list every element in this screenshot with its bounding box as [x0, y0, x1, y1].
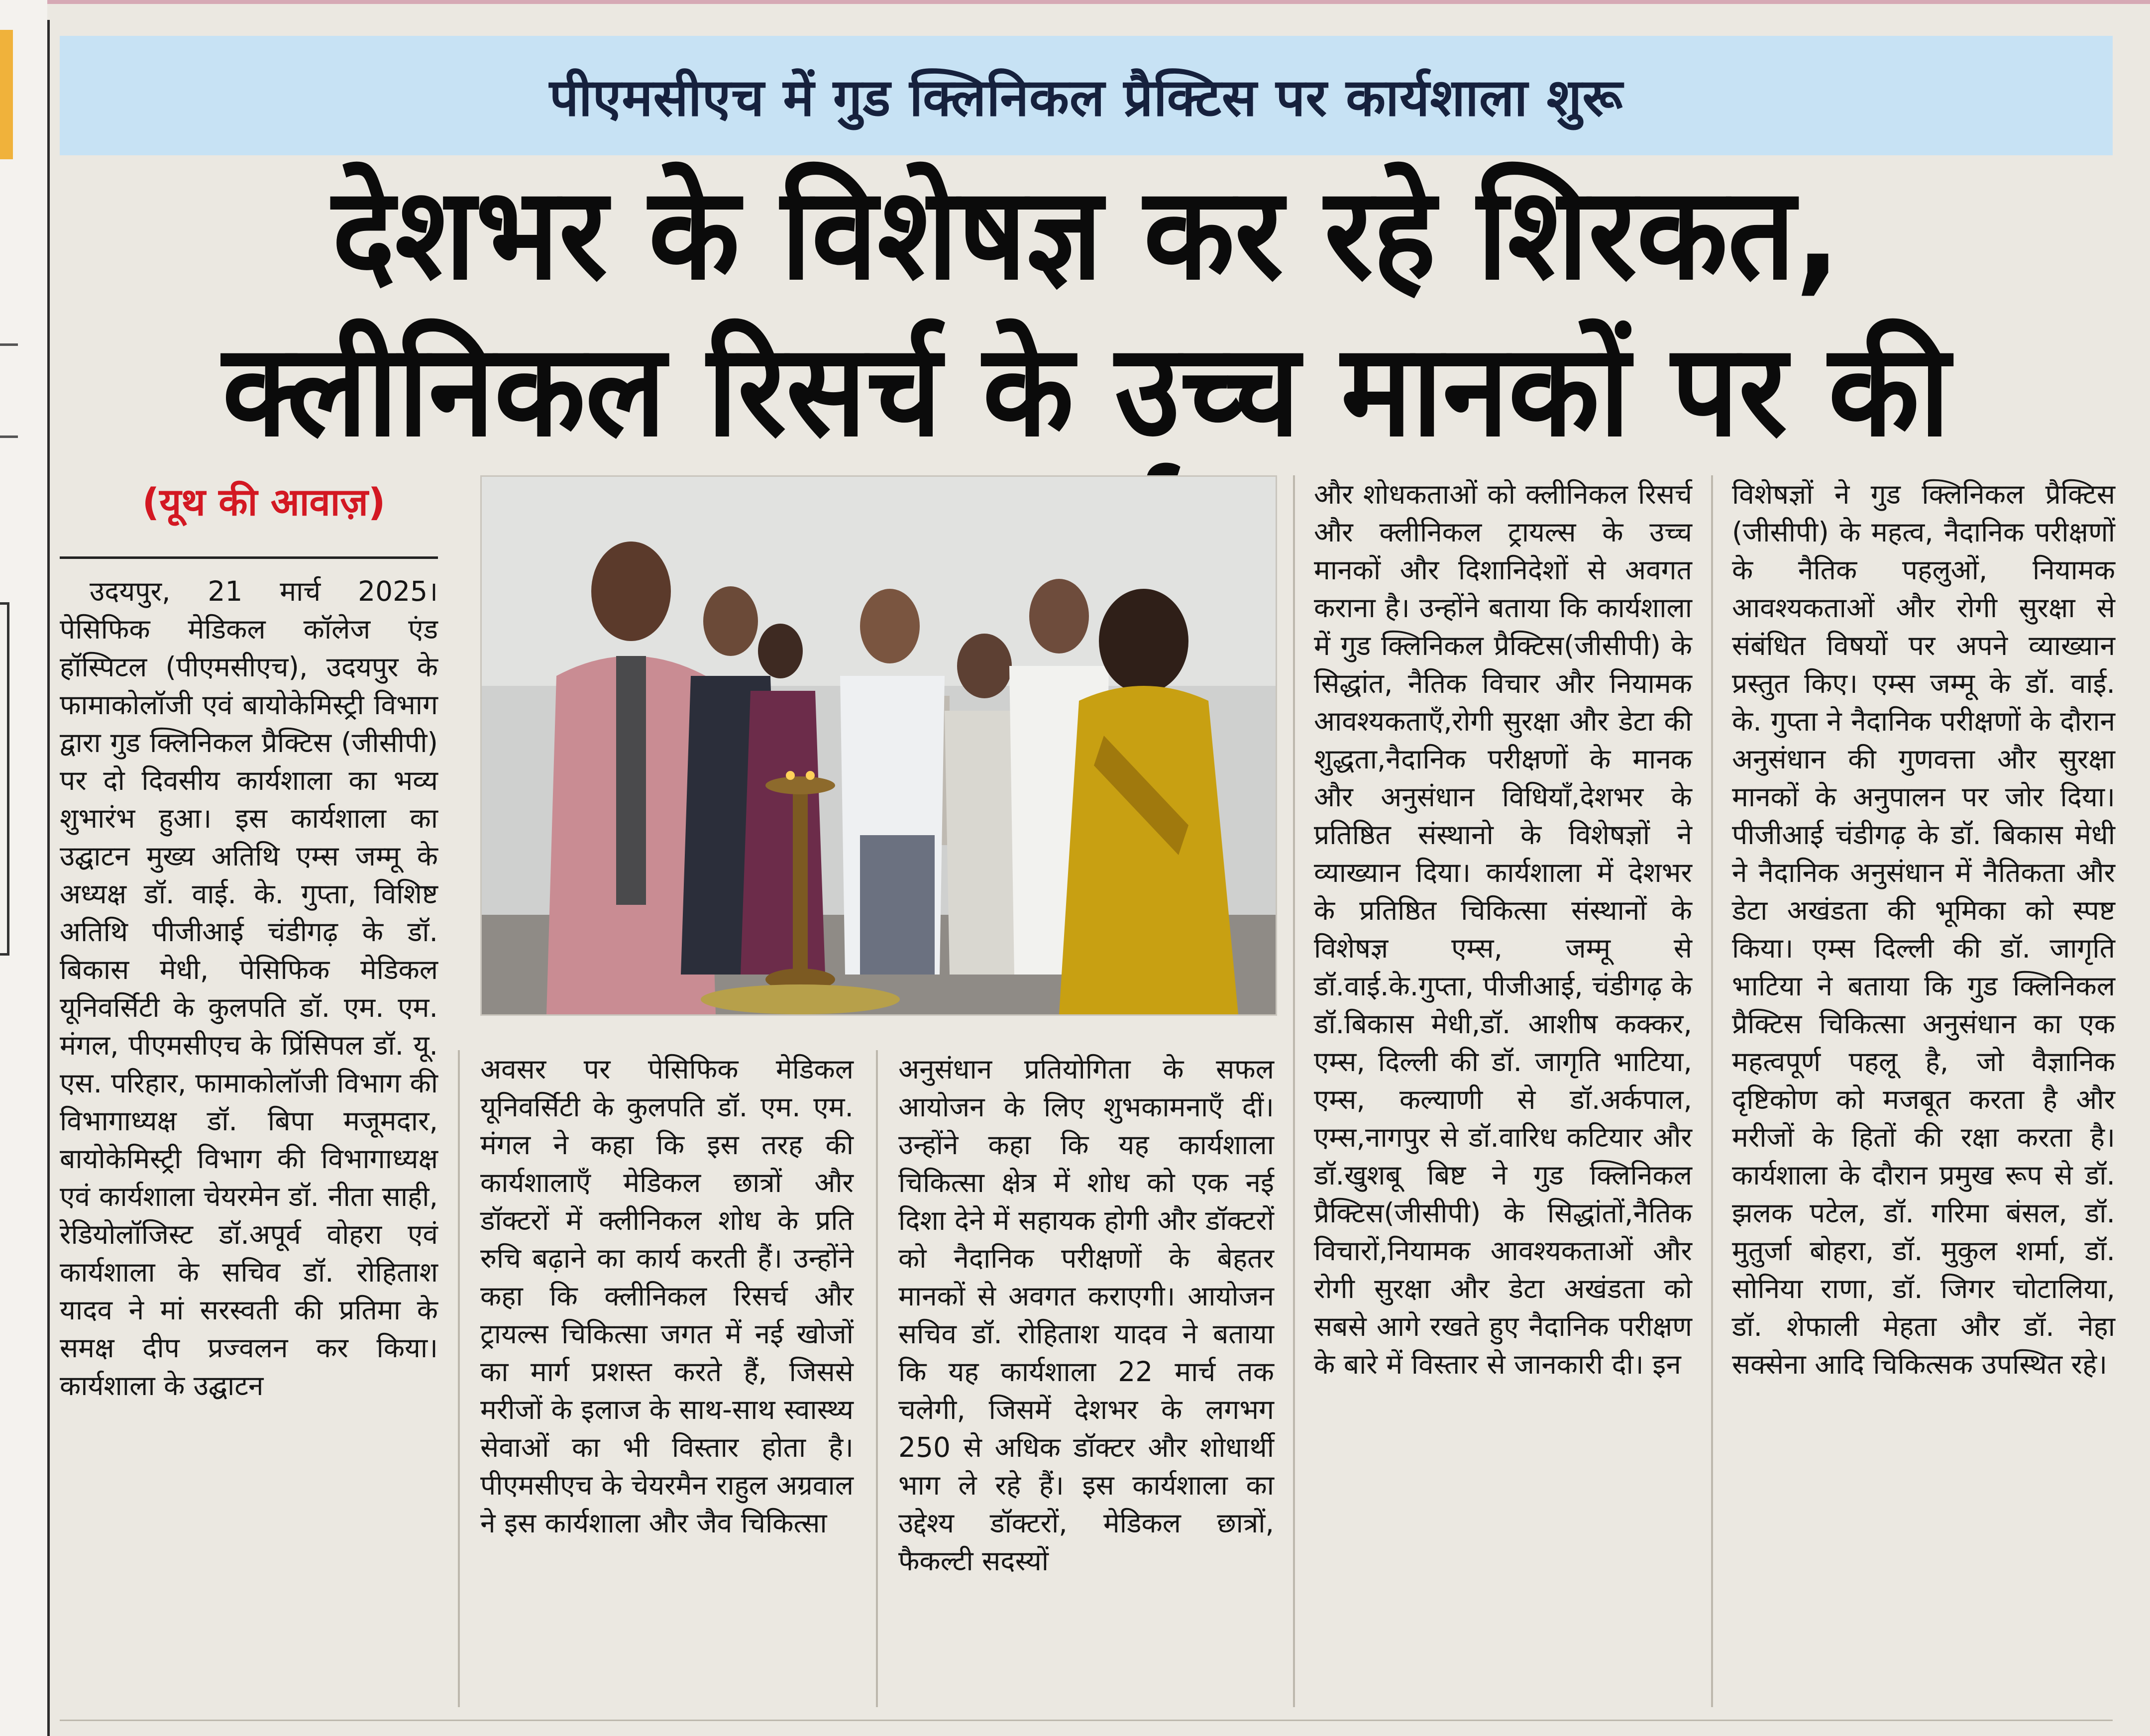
column-1-text: उदयपुर, 21 मार्च 2025। पेसिफिक मेडिकल कॉलेज एंड हॉस्पिटल (पीएमसीएच), उदयपुर के फामाकोलॉजी एवं बायोकेमिस्ट्री विभाग द्वारा गुड क्लिनिकल प्रैक्टिस (जीसीपी) पर दो दिवसीय कार्यशाला का भव्य शुभारंभ हुआ। इस कार्यशाला का उद्घाटन मुख्य अतिथि एम्स जम्मू के अध्यक्ष डॉ. वाई. के. गुप्ता, विशिष्ट अतिथि पीजीआई चंडीगढ़ के डॉ. बिकास मेधी, पेसिफिक मेडिकल यूनिवर्सिटी के कुलपति डॉ. एम. एम. मंगल, पीएमसीएच के प्रिंसिपल डॉ. यू. एस. परिहार, फामाकोलॉजी विभाग की विभागाध्यक्ष डॉ. बिपा मजूमदार, बायोकेमिस्ट्री विभाग की विभागाध्यक्ष एवं कार्यशाला चेयरमेन डॉ. नीता साही, रेडियोलॉजिस्ट डॉ.अपूर्व वोहरा एवं कार्यशाला के सचिव डॉ. रोहिताश यादव ने मां सरस्वती की प्रतिमा के समक्ष दीप प्रज्वलन कर किया। कार्यशाला के उद्घाटन: [60, 575, 438, 1402]
headline-line-2: क्लीनिकल रिसर्च के उच्च मानकों पर की: [222, 317, 1950, 465]
article-column-2: [480, 1050, 854, 1542]
bottom-rule: [60, 1720, 2113, 1721]
headline-line-1: देशभर के विशेषज्ञ कर रहे शिरकत,: [332, 160, 1840, 308]
article-column-4: [1314, 475, 1692, 1383]
source-rule: [60, 556, 438, 559]
kicker-band: [60, 36, 2113, 155]
column-divider: [876, 1050, 878, 1707]
top-border: [0, 0, 2150, 4]
column-divider: [1711, 475, 1713, 1707]
column-divider: [458, 1050, 460, 1707]
source-credit: (यूथ की आवाज़): [142, 480, 386, 524]
column-2-text: अवसर पर पेसिफिक मेडिकल यूनिवर्सिटी के कुलपति डॉ. एम. एम. मंगल ने कहा कि इस तरह की कार्यशालाएँ मेडिकल छात्रों और डॉक्टरों में क्लीनिकल शोध के प्रति रुचि बढ़ाने का कार्य करती हैं। उन्होंने कहा कि क्लीनिकल रिसर्च और ट्रायल्स चिकित्सा जगत में नई खोजों का मार्ग प्रशस्त करते हैं, जिससे मरीजों के इलाज के साथ-साथ स्वास्थ्य सेवाओं का भी विस्तार होता है। पीएमसीएच के चेयरमैन राहुल अग्रवाल ने इस कार्यशाला और जैव चिकित्सा: [480, 1053, 854, 1539]
lamp-lighting-photo: [482, 477, 1276, 1014]
margin-box: [0, 602, 9, 956]
article-column-5: [1732, 475, 2115, 1383]
kicker-text: पीएमसीएच में गुड क्लिनिकल प्रैक्टिस पर कार्यशाला शुरू: [549, 67, 1623, 128]
article-column-3: [898, 1050, 1274, 1580]
margin-tick: [0, 435, 18, 438]
frame-line: [47, 20, 50, 1736]
article-column-1: [60, 572, 438, 1405]
margin-tick: [0, 343, 18, 346]
margin-color-tab: [0, 30, 13, 159]
event-photo: [480, 475, 1277, 1016]
left-margin-strip: [0, 0, 47, 1736]
column-3-text: अनुसंधान प्रतियोगिता के सफल आयोजन के लिए शुभकामनाएँ दीं। उन्होंने कहा कि यह कार्यशाला चिकित्सा क्षेत्र में शोध को एक नई दिशा देने में सहायक होगी और डॉक्टरों को नैदानिक परीक्षणों के बेहतर मानकों से अवगत कराएगी। आयोजन सचिव डॉ. रोहिताश यादव ने बताया कि यह कार्यशाला 22 मार्च तक चलेगी, जिसमें देशभर के लगभग 250 से अधिक डॉक्टर और शोधार्थी भाग ले रहे हैं। इस कार्यशाला का उद्देश्य डॉक्टरों, मेडिकल छात्रों, फैकल्टी सदस्यों: [898, 1053, 1274, 1577]
column-5-text: विशेषज्ञों ने गुड क्लिनिकल प्रैक्टिस (जीसीपी) के महत्व, नैदानिक परीक्षणों के नैतिक पहलुओं, नियामक आवश्यकताओं और रोगी सुरक्षा से संबंधित विषयों पर अपने व्याख्यान प्रस्तुत किए। एम्स जम्मू के डॉ. वाई. के. गुप्ता ने नैदानिक परीक्षणों के दौरान अनुसंधान की गुणवत्ता और सुरक्षा मानकों के अनुपालन पर जोर दिया। पीजीआई चंडीगढ़ के डॉ. बिकास मेधी ने नैदानिक अनुसंधान में नैतिकता और डेटा अखंडता की भूमिका को स्पष्ट किया। एम्स दिल्ली की डॉ. जागृति भाटिया ने बताया कि गुड क्लिनिकल प्रैक्टिस चिकित्सा अनुसंधान का एक महत्वपूर्ण पहलू है, जो वैज्ञानिक दृष्टिकोण को मजबूत करता है और मरीजों के हितों की रक्षा करता है। कार्यशाला के दौरान प्रमुख रूप से डॉ. झलक पटेल, डॉ. गरिमा बंसल, डॉ. मुतुर्जा बोहरा, डॉ. मुकुल शर्मा, डॉ. सोनिया राणा, डॉ. जिगर चोटालिया, डॉ. शेफाली मेहता और डॉ. नेहा सक्सेना आदि चिकित्सक उपस्थित रहे।: [1732, 478, 2115, 1380]
column-4-text: और शोधकताओं को क्लीनिकल रिसर्च और क्लीनिकल ट्रायल्स के उच्च मानकों और दिशानिदेशों से अवगत कराना है। उन्होंने बताया कि कार्यशाला में गुड क्लिनिकल प्रैक्टिस(जीसीपी) के सिद्धांत, नैतिक विचार और नियामक आवश्यकताएँ,रोगी सुरक्षा और डेटा की शुद्धता,नैदानिक परीक्षणों के मानक और अनुसंधान विधियाँ,देशभर के प्रतिष्ठित संस्थानो के विशेषज्ञों ने व्याख्यान दिया। कार्यशाला में देशभर के प्रतिष्ठित चिकित्सा संस्थानों के विशेषज्ञ एम्स, जम्मू से डॉ.वाई.के.गुप्ता, पीजीआई, चंडीगढ़ के डॉ.बिकास मेधी,डॉ. आशीष कक्कर, एम्स, दिल्ली की डॉ. जागृति भाटिया, एम्स, कल्याणी से डॉ.अर्कपाल, एम्स,नागपुर से डॉ.वारिध कटियार और डॉ.खुशबू बिष्ट ने गुड क्लिनिकल प्रैक्टिस(जीसीपी) के सिद्धांतों,नैतिक विचारों,नियामक आवश्यकताओं और रोगी सुरक्षा और डेटा अखंडता को सबसे आगे रखते हुए नैदानिक परीक्षण के बारे में विस्तार से जानकारी दी। इन: [1314, 478, 1692, 1380]
column-divider: [1293, 475, 1295, 1707]
